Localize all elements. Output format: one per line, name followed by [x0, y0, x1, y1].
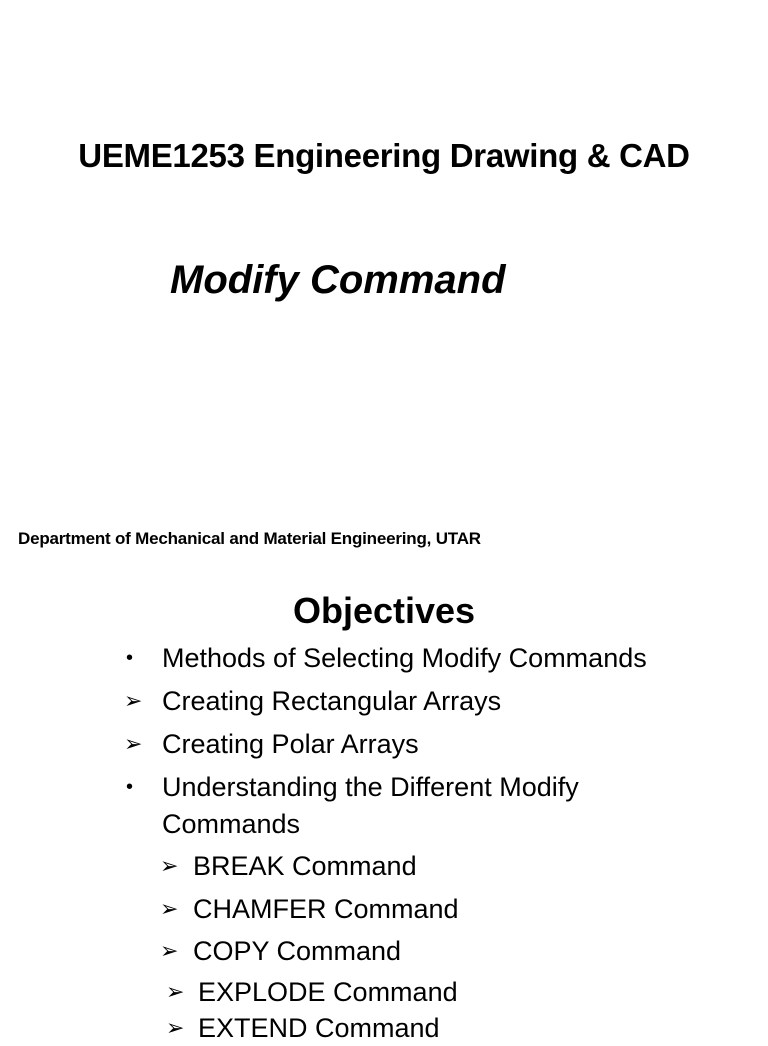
slide-subtitle: Modify Command [170, 258, 506, 302]
department-label: Department of Mechanical and Material Engineering, UTAR [18, 529, 481, 548]
bullet-icon: • [126, 776, 134, 798]
arrow-bullet-icon: ➢ [166, 1015, 185, 1040]
objective-text: EXPLODE Command [198, 977, 458, 1007]
objective-text: EXTEND Command [198, 1013, 440, 1043]
objective-text: Commands [162, 809, 301, 839]
objective-text: COPY Command [193, 936, 402, 966]
objective-text: Methods of Selecting Modify Commands [162, 643, 647, 673]
arrow-bullet-icon: ➢ [124, 731, 143, 756]
objective-text: Creating Polar Arrays [162, 729, 419, 759]
objective-text: CHAMFER Command [193, 894, 459, 924]
arrow-bullet-icon: ➢ [160, 938, 179, 963]
slide-title: UEME1253 Engineering Drawing & CAD [78, 137, 690, 174]
arrow-bullet-icon: ➢ [124, 688, 143, 713]
objectives-heading: Objectives [292, 590, 476, 631]
arrow-bullet-icon: ➢ [160, 853, 179, 878]
arrow-bullet-icon: ➢ [166, 979, 185, 1004]
objective-text: Creating Rectangular Arrays [162, 686, 502, 716]
objective-text: BREAK Command [193, 851, 417, 881]
objective-text: Understanding the Different Modify [162, 772, 579, 802]
arrow-bullet-icon: ➢ [160, 896, 179, 921]
bullet-icon: • [126, 647, 134, 669]
